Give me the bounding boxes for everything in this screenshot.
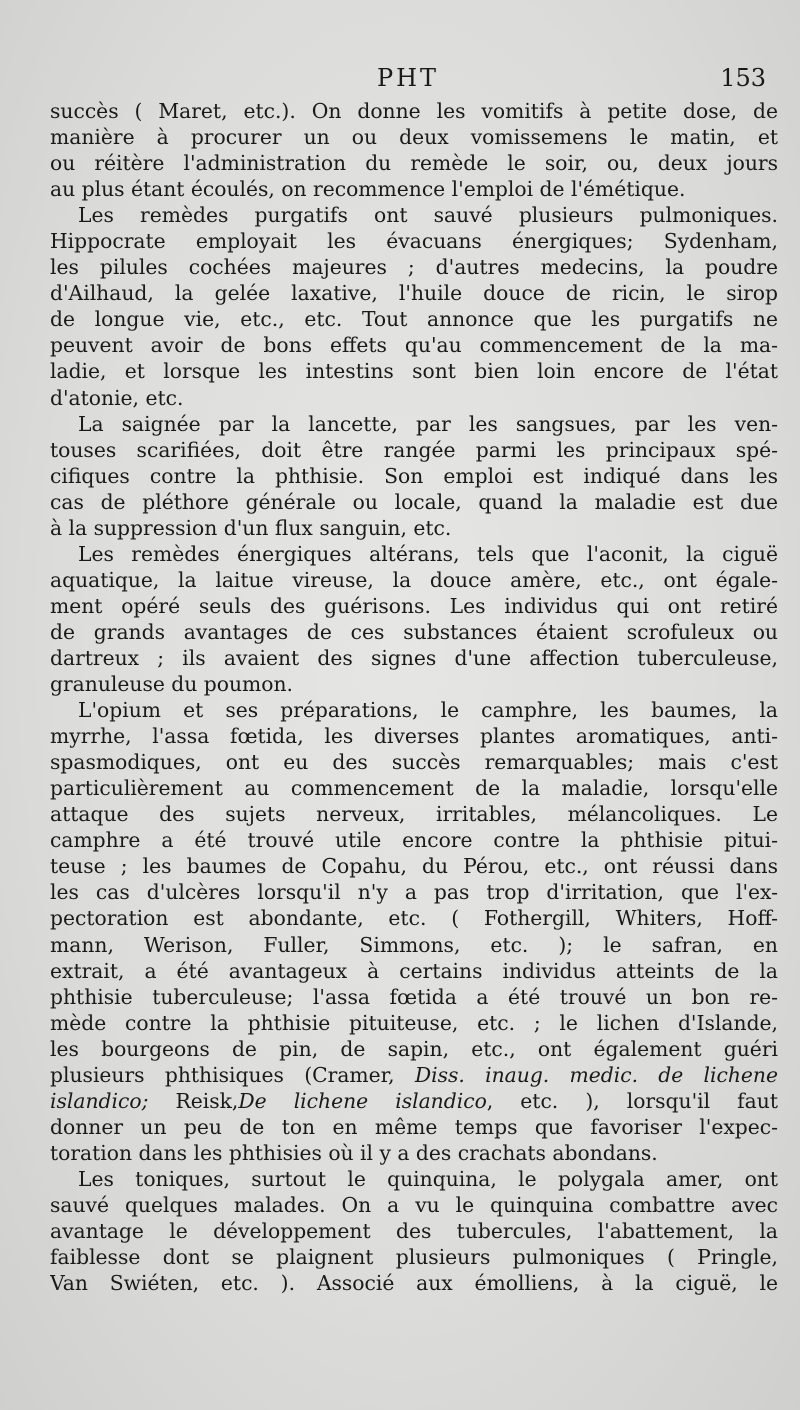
text-line bbox=[50, 984, 778, 1010]
line-text: dartreux ; ils avaient des signes d'une affection tuberculeuse, bbox=[50, 645, 778, 670]
line-text: Hippocrate employait les évacuans énergiques; Sydenham, bbox=[50, 229, 778, 254]
line-text: peuvent avoir de bons effets qu'au commencement de la ma- bbox=[50, 333, 778, 358]
line-text: camphre a été trouvé utile encore contre la phthisie pitui- bbox=[50, 828, 778, 853]
line-text: Van Swiéten, etc. ). Associé aux émolliens, à la ciguë, le bbox=[50, 1271, 778, 1296]
line-text: particulièrement au commencement de la maladie, lorsqu'elle bbox=[50, 776, 778, 801]
text-line bbox=[50, 1010, 778, 1036]
text-line bbox=[50, 202, 778, 228]
text-line bbox=[50, 567, 778, 593]
text-line bbox=[50, 801, 778, 827]
text-line bbox=[50, 1062, 778, 1088]
line-text: d'Ailhaud, la gelée laxative, l'huile douce de ricin, le sirop bbox=[50, 281, 778, 306]
line-text: mède contre la phthisie pituiteuse, etc. ; le lichen d'Islande, bbox=[50, 1010, 778, 1035]
line-text: attaque des sujets nerveux, irritables, mélancoliques. Le bbox=[50, 802, 778, 827]
text-line bbox=[50, 1114, 778, 1140]
line-text: myrrhe, l'assa fœtida, les diverses plantes aromatiques, anti- bbox=[50, 724, 778, 749]
line-text: , etc. ), lorsqu'il faut bbox=[486, 1088, 778, 1113]
text-line bbox=[50, 879, 778, 905]
line-text: de longue vie, etc., etc. Tout annonce que les purgatifs ne bbox=[50, 307, 778, 332]
line-text: extrait, a été avantageux à certains individus atteints de la bbox=[50, 958, 778, 983]
text-line bbox=[50, 749, 778, 775]
line-text: granuleuse du poumon. bbox=[50, 672, 293, 697]
text-line bbox=[50, 176, 778, 202]
line-text: teuse ; les baumes de Copahu, du Pérou, etc., ont réussi dans bbox=[50, 854, 778, 879]
text-line bbox=[50, 228, 778, 254]
line-text: ladie, et lorsque les intestins sont bien loin encore de l'état bbox=[50, 359, 778, 384]
text-line bbox=[50, 1218, 778, 1244]
text-line bbox=[50, 593, 778, 619]
line-text: plusieurs phthisiques (Cramer, bbox=[50, 1062, 395, 1087]
line-text: toration dans les phthisies où il y a des crachats abondans. bbox=[50, 1140, 658, 1165]
line-text: à la suppression d'un flux sanguin, etc. bbox=[50, 515, 452, 540]
text-line bbox=[50, 463, 778, 489]
text-line bbox=[50, 697, 778, 723]
text-line bbox=[50, 124, 778, 150]
line-text: touses scarifiées, doit être rangée parmi les principaux spé- bbox=[50, 437, 778, 462]
line-text: Les remèdes énergiques altérans, tels que l'aconit, la ciguë bbox=[78, 541, 778, 566]
text-line bbox=[50, 280, 778, 306]
line-text: spasmodiques, ont eu des succès remarquables; mais c'est bbox=[50, 750, 778, 775]
line-text: manière à procurer un ou deux vomissemens le matin, et bbox=[50, 125, 778, 150]
text-line bbox=[50, 1088, 778, 1114]
text-line bbox=[50, 645, 778, 671]
text-line bbox=[50, 723, 778, 749]
line-text: L'opium et ses préparations, le camphre, les baumes, la bbox=[78, 698, 778, 723]
text-line bbox=[50, 358, 778, 384]
line-text: ment opéré seuls des guérisons. Les individus qui ont retiré bbox=[50, 593, 778, 618]
text-line bbox=[50, 1192, 778, 1218]
text-line bbox=[50, 411, 778, 437]
line-text: Les remèdes purgatifs ont sauvé plusieurs pulmoniques. bbox=[78, 203, 778, 228]
page-number: 153 bbox=[720, 64, 766, 92]
line-text: cas de pléthore générale ou locale, quand la maladie est due bbox=[50, 489, 778, 514]
line-text: les bourgeons de pin, de sapin, etc., ont également guéri bbox=[50, 1036, 778, 1061]
text-line bbox=[50, 254, 778, 280]
line-text: au plus étant écoulés, on recommence l'emploi de l'émétique. bbox=[50, 177, 686, 202]
text-line bbox=[50, 775, 778, 801]
running-title: PHT bbox=[376, 64, 440, 92]
line-text: mann, Werison, Fuller, Simmons, etc. ); le safran, en bbox=[50, 932, 778, 957]
body-text bbox=[50, 98, 778, 1296]
text-line bbox=[50, 619, 778, 645]
italic-text: Diss. inaug. medic. de lichene bbox=[394, 1062, 778, 1087]
text-line bbox=[50, 958, 778, 984]
line-text: donner un peu de ton en même temps que favoriser l'expec- bbox=[50, 1114, 778, 1139]
line-text: La saignée par la lancette, par les sangsues, par les ven- bbox=[78, 411, 778, 436]
text-line bbox=[50, 1166, 778, 1192]
text-line bbox=[50, 827, 778, 853]
text-line bbox=[50, 489, 778, 515]
text-line bbox=[50, 437, 778, 463]
line-text: cifiques contre la phthisie. Son emploi est indiqué dans les bbox=[50, 463, 778, 488]
text-line bbox=[50, 1036, 778, 1062]
text-line bbox=[50, 932, 778, 958]
text-line bbox=[50, 905, 778, 931]
line-text: faiblesse dont se plaignent plusieurs pulmoniques ( Pringle, bbox=[50, 1245, 778, 1270]
text-line bbox=[50, 150, 778, 176]
text-line bbox=[50, 385, 778, 411]
line-text: succès ( Maret, etc.). On donne les vomitifs à petite dose, de bbox=[50, 99, 778, 123]
text-line bbox=[50, 1270, 778, 1296]
line-text: d'atonie, etc. bbox=[50, 385, 184, 410]
text-line bbox=[50, 306, 778, 332]
text-line bbox=[50, 541, 778, 567]
text-line bbox=[50, 98, 778, 124]
line-text: les pilules cochées majeures ; d'autres medecins, la poudre bbox=[50, 255, 778, 280]
text-line bbox=[50, 1140, 778, 1166]
line-text: avantage le développement des tubercules, l'abattement, la bbox=[50, 1219, 778, 1244]
text-line bbox=[50, 332, 778, 358]
line-text: aquatique, la laitue vireuse, la douce amère, etc., ont égale- bbox=[50, 567, 778, 592]
italic-text: islandico; bbox=[50, 1088, 149, 1113]
line-text: pectoration est abondante, etc. ( Fothergill, Whiters, Hoff- bbox=[50, 906, 778, 931]
text-line bbox=[50, 853, 778, 879]
line-text: Reisk, bbox=[148, 1088, 239, 1113]
text-line bbox=[50, 515, 778, 541]
italic-text: De lichene islandico bbox=[238, 1088, 487, 1113]
text-line bbox=[50, 1244, 778, 1270]
line-text: ou réitère l'administration du remède le soir, ou, deux jours bbox=[50, 151, 778, 176]
text-line bbox=[50, 671, 778, 697]
line-text: phthisie tuberculeuse; l'assa fœtida a été trouvé un bon re- bbox=[50, 984, 778, 1009]
line-text: de grands avantages de ces substances étaient scrofuleux ou bbox=[50, 619, 778, 644]
line-text: sauvé quelques malades. On a vu le quinquina combattre avec bbox=[50, 1192, 778, 1217]
running-head bbox=[50, 62, 766, 96]
line-text: les cas d'ulcères lorsqu'il n'y a pas trop d'irritation, que l'ex- bbox=[50, 880, 778, 905]
line-text: Les toniques, surtout le quinquina, le polygala amer, ont bbox=[78, 1166, 778, 1191]
